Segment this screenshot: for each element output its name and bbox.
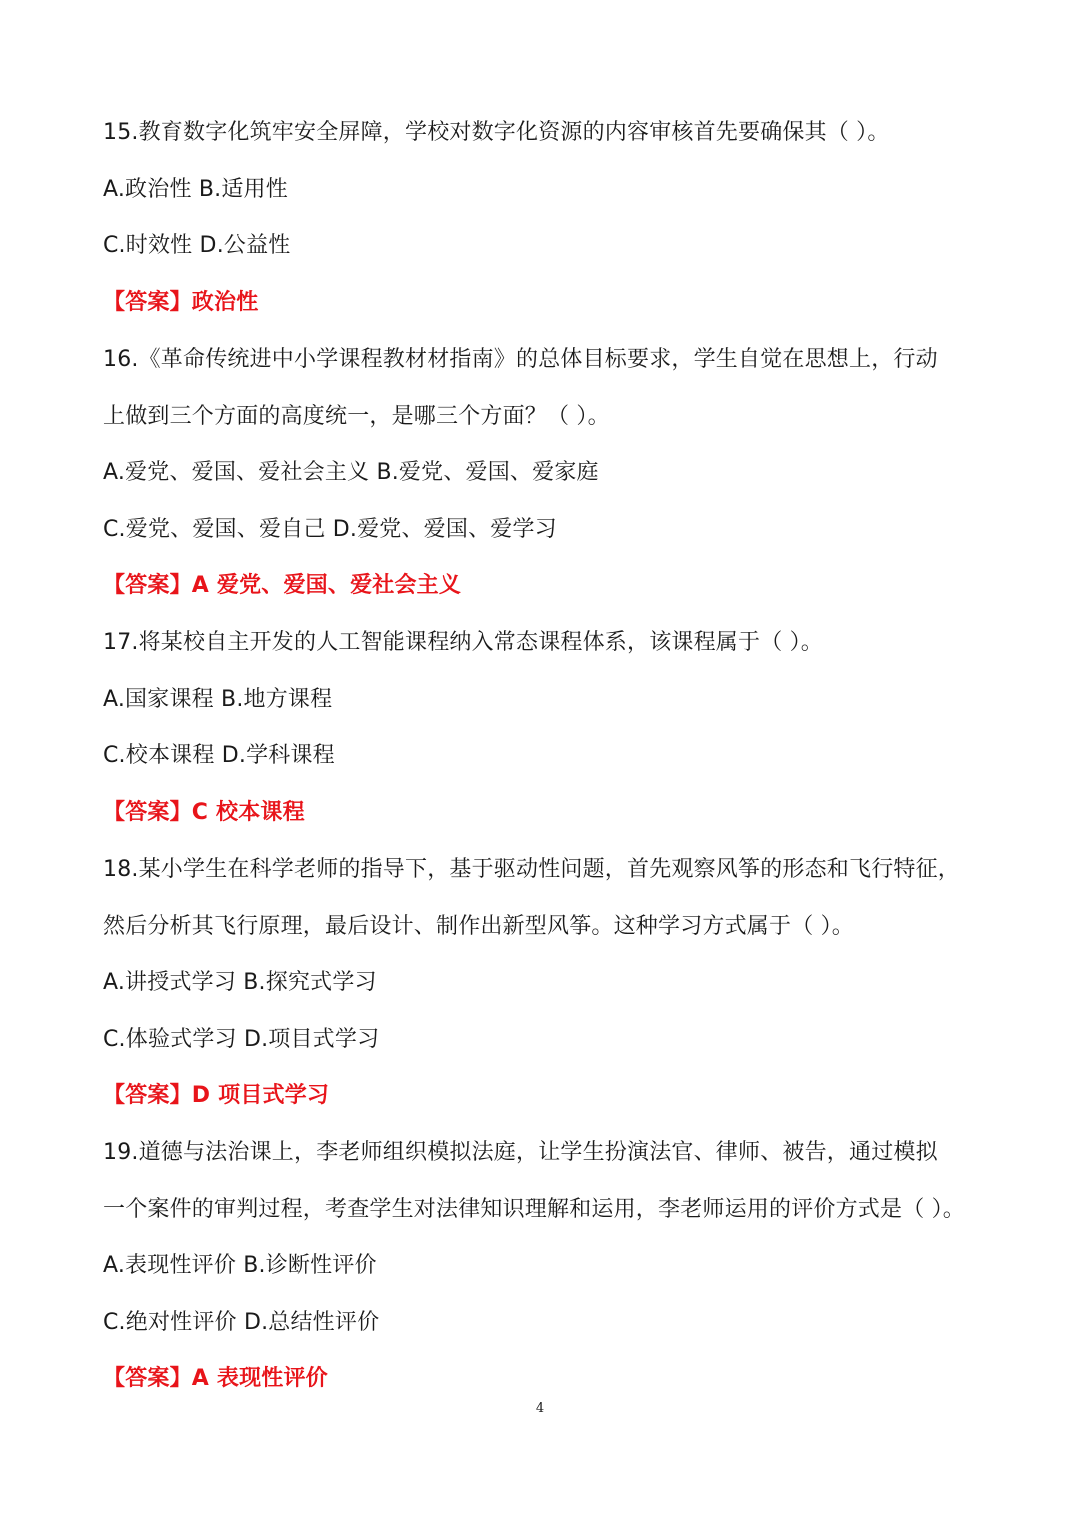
option-line: A.国家课程 B.地方课程	[103, 687, 333, 712]
question-text: 19.道德与法治课上，李老师组织模拟法庭，让学生扮演法官、律师、被告，通过模拟	[103, 1140, 938, 1165]
question-text: 上做到三个方面的高度统一，是哪三个方面？（ ）。	[103, 404, 610, 429]
option-line: C.体验式学习 D.项目式学习	[103, 1027, 380, 1052]
option-line: A.讲授式学习 B.探究式学习	[103, 970, 377, 995]
answer-line: 【答案】A 爱党、爱国、爱社会主义	[103, 573, 462, 598]
question-text: 一个案件的审判过程，考查学生对法律知识理解和运用，李老师运用的评价方式是（ ）。	[103, 1197, 965, 1222]
answer-line: 【答案】A 表现性评价	[103, 1366, 328, 1391]
answer-line: 【答案】C 校本课程	[103, 800, 305, 825]
option-line: C.时效性 D.公益性	[103, 233, 291, 258]
page-number: 4	[535, 1401, 545, 1416]
option-line: C.爱党、爱国、爱自己 D.爱党、爱国、爱学习	[103, 517, 557, 542]
question-text: 16.《革命传统进中小学课程教材材指南》的总体目标要求，学生自觉在思想上，行动	[103, 347, 938, 372]
option-line: A.爱党、爱国、爱社会主义 B.爱党、爱国、爱家庭	[103, 460, 599, 485]
option-line: A.政治性 B.适用性	[103, 177, 288, 202]
option-line: C.绝对性评价 D.总结性评价	[103, 1310, 380, 1335]
option-line: A.表现性评价 B.诊断性评价	[103, 1253, 377, 1278]
question-text: 18.某小学生在科学老师的指导下，基于驱动性问题，首先观察风筝的形态和飞行特征，	[103, 857, 960, 882]
question-text: 17.将某校自主开发的人工智能课程纳入常态课程体系，该课程属于（ ）。	[103, 630, 823, 655]
answer-line: 【答案】D 项目式学习	[103, 1083, 330, 1108]
question-text: 15.教育数字化筑牢安全屏障，学校对数字化资源的内容审核首先要确保其（ ）。	[103, 120, 890, 145]
option-line: C.校本课程 D.学科课程	[103, 743, 335, 768]
answer-line: 【答案】政治性	[103, 290, 259, 315]
question-text: 然后分析其飞行原理，最后设计、制作出新型风筝。这种学习方式属于（ ）。	[103, 914, 854, 939]
